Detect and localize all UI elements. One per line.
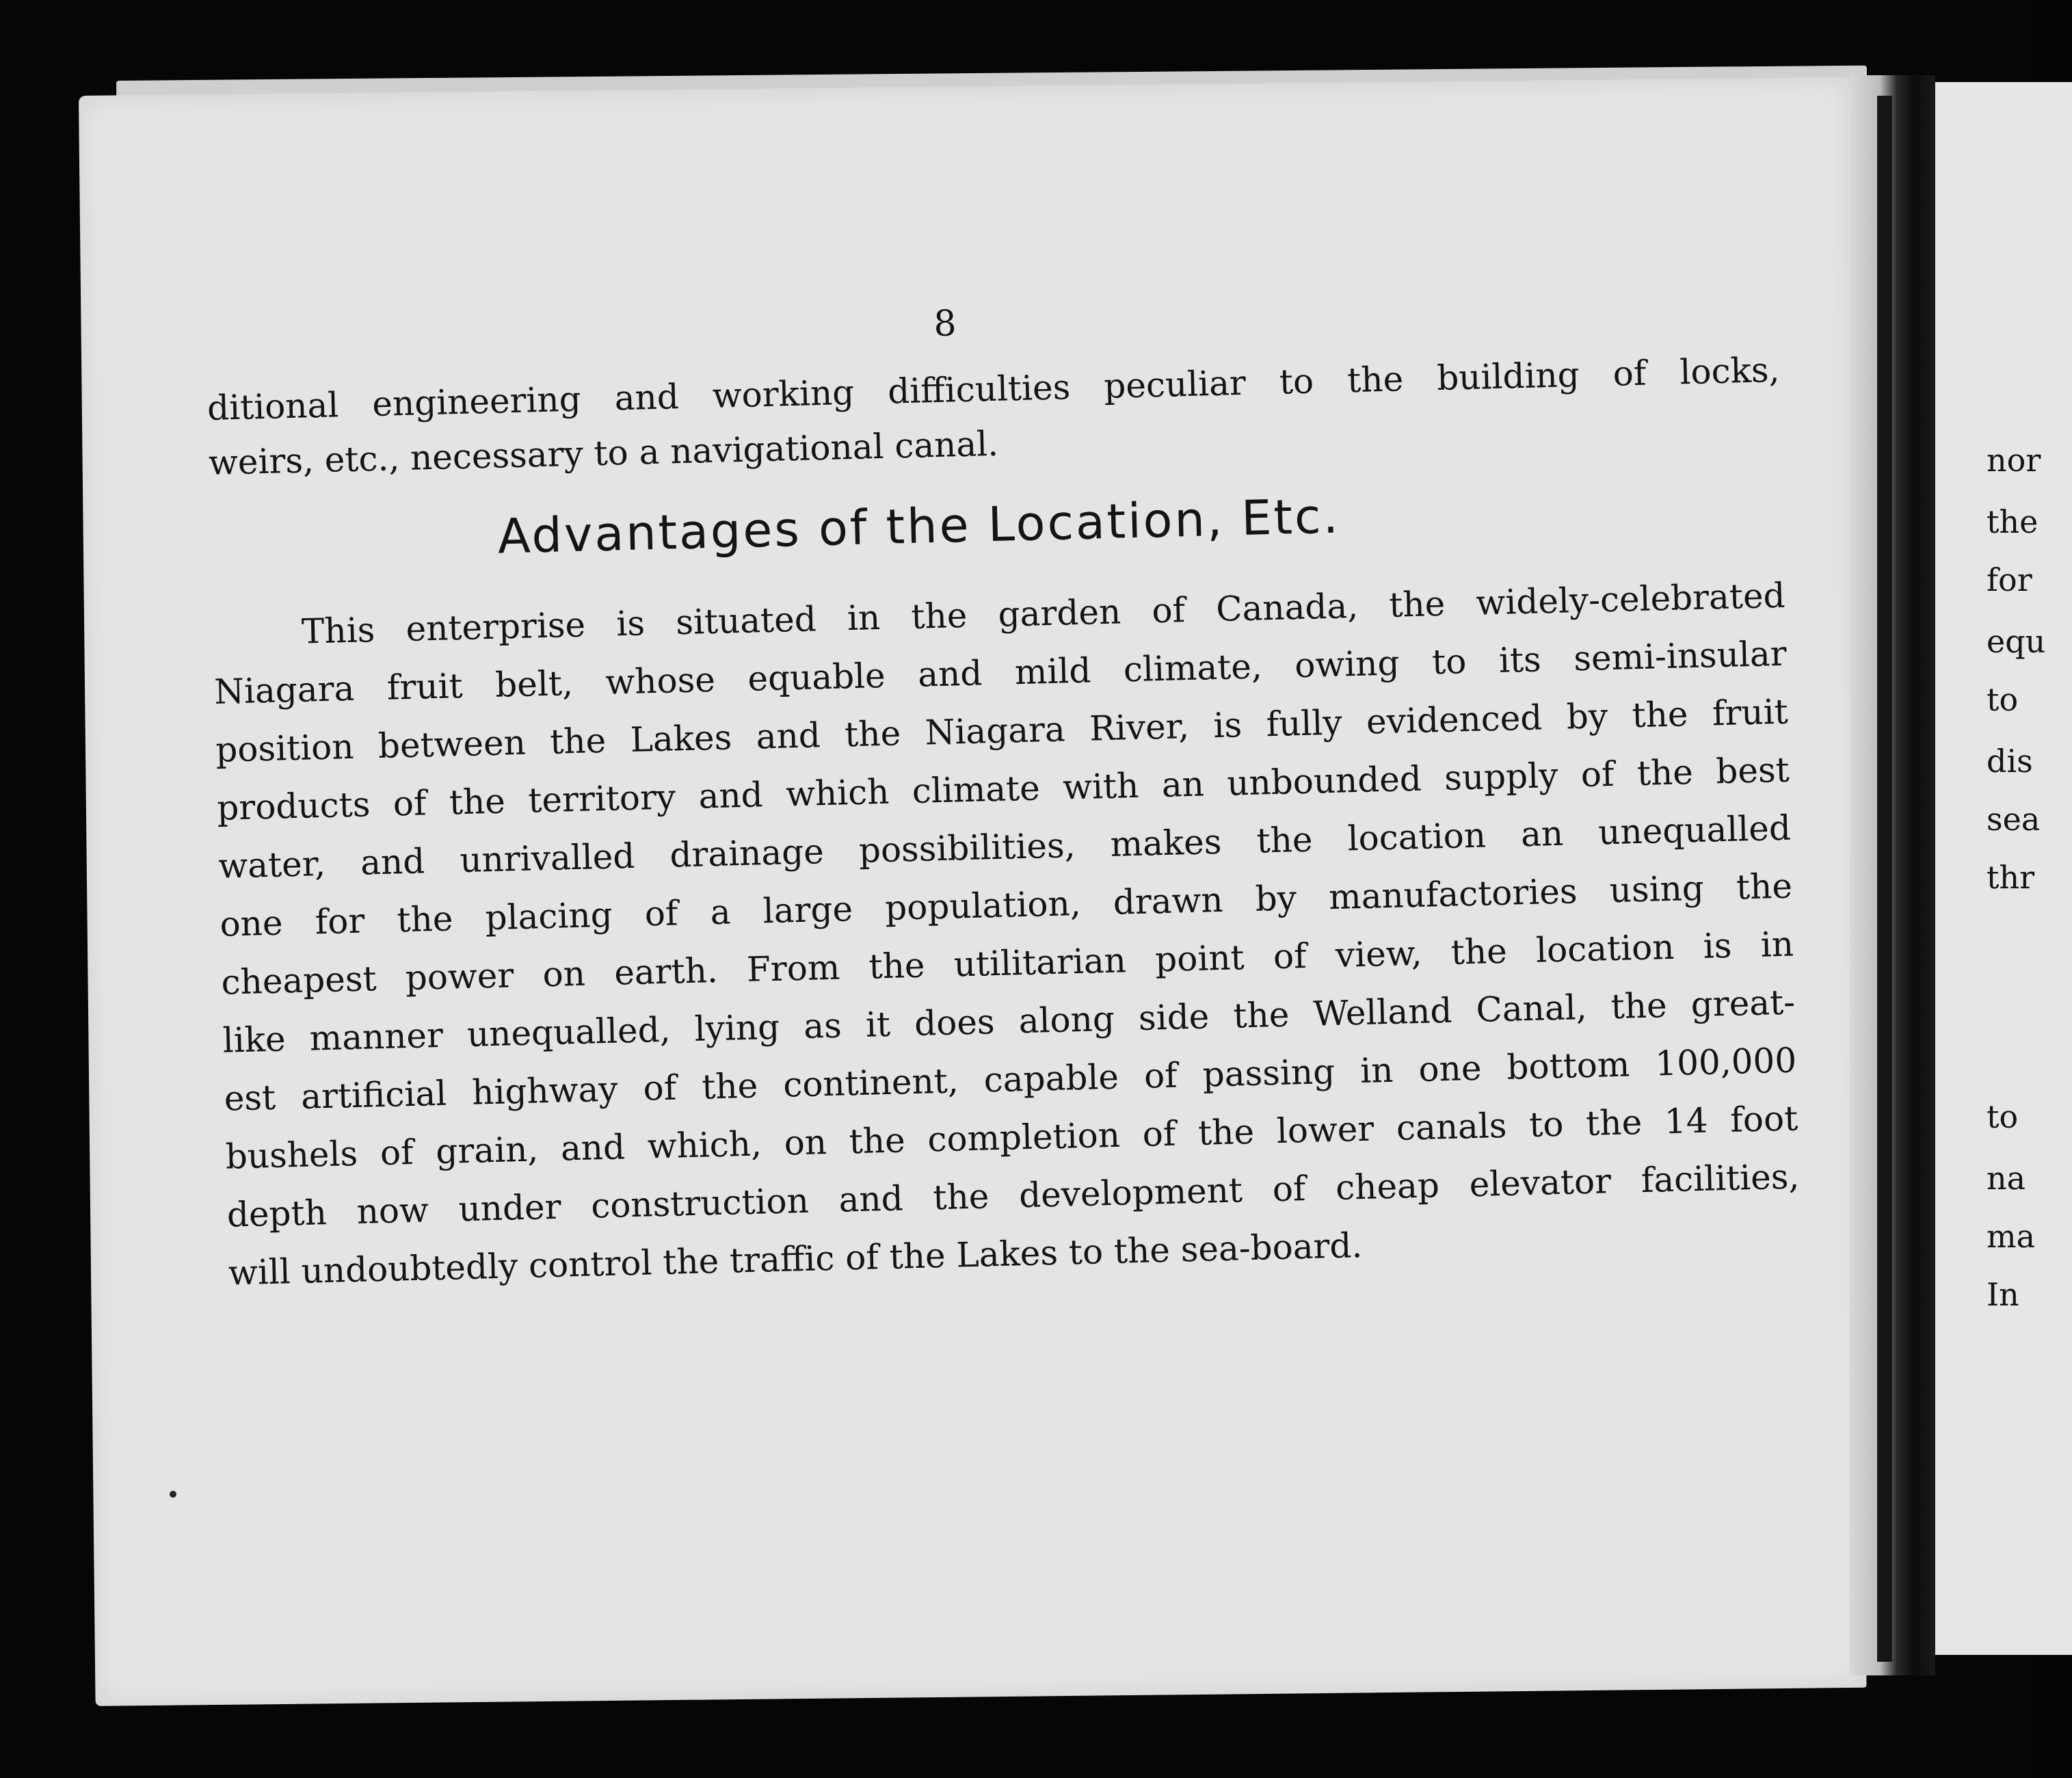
paragraph-line: This enterprise is situated in the garden of Canada, the widely-celebrated [301,575,1786,652]
paragraph-line: will undoubtedly control the traffic of the Lakes to the sea-board. [228,1225,1363,1293]
paragraph-line: bushels of grain, and which, on the completion of the lower canals to the 14 foot [225,1098,1798,1177]
right-page-fragment: dis [1987,743,2033,780]
continuation-line: weirs, etc., necessary to a navigational canal. [208,423,999,483]
paragraph-line: Niagara fruit belt, whose equable and mild climate, owing to its semi-insular [213,633,1788,712]
paragraph-line: est artificial highway of the continent, capable of passing in one bottom 100,000 [224,1040,1797,1119]
paragraph-line: products of the territory and which climate with an unbounded supply of the best [216,749,1790,828]
right-page-fragment: to [1987,681,2019,718]
page-number: 8 [933,303,957,345]
right-page-fragment: nor [1987,442,2041,479]
continuation-line: ditional engineering and working difficulties peculiar to the building of locks, [207,349,1781,428]
right-page-fragment: the [1987,503,2038,540]
right-page-fragment: thr [1987,859,2035,896]
right-page-fragment: sea [1987,801,2041,838]
right-page-fragment: ma [1987,1218,2036,1255]
paragraph-line: cheapest power on earth. From the utilitarian point of view, the location is in [220,924,1794,1003]
right-page-fragment: na [1987,1160,2026,1197]
paragraph-line: water, and unrivalled drainage possibilities, makes the location an unequalled [217,808,1792,886]
binding-shadow [1877,96,1892,1662]
right-page-fragment: to [1987,1098,2019,1135]
ink-speck [170,1491,176,1498]
right-page-fragment: equ [1987,623,2046,660]
paragraph-line: one for the placing of a large population, drawn by manufactories using the [219,866,1793,944]
paragraph-line: depth now under construction and the development of cheap elevator facilities, [226,1156,1800,1235]
right-page-fragment: In [1987,1276,2019,1313]
paragraph-line: position between the Lakes and the Niagara River, is fully evidenced by the fruit [215,691,1789,770]
paragraph-line: like manner unequalled, lying as it does along side the Welland Canal, the great- [222,982,1796,1061]
book-gutter [1850,75,1935,1675]
section-heading: Advantages of the Location, Etc. [496,488,1341,565]
right-page-fragment: for [1987,561,2032,598]
